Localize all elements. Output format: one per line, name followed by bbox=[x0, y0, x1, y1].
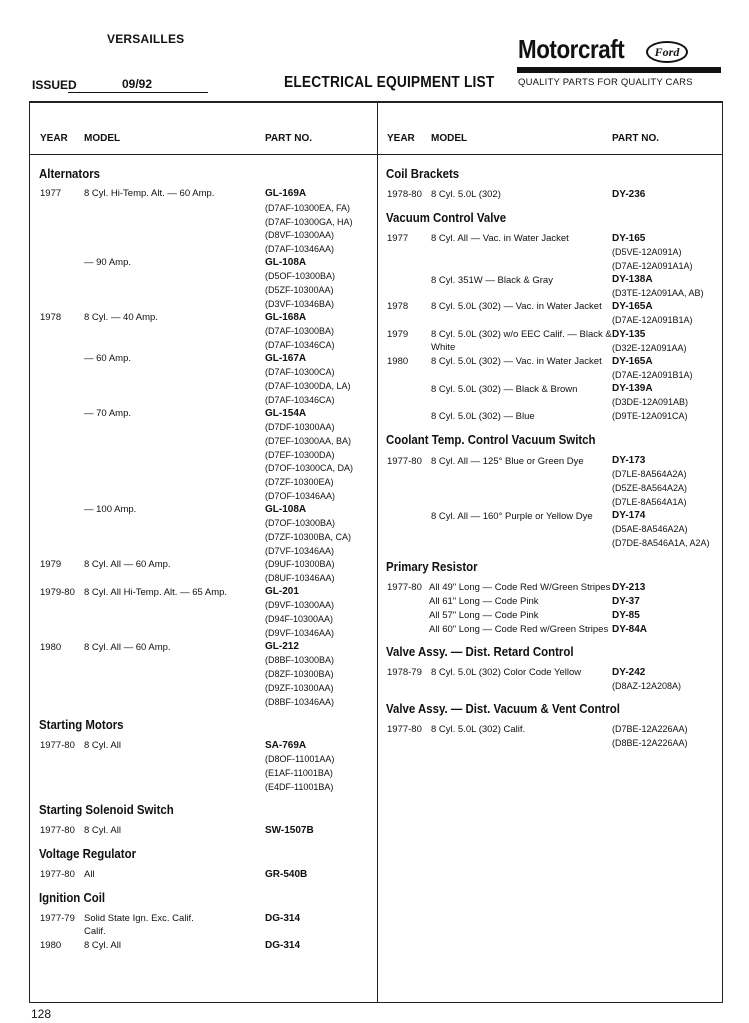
engineering-number: (D5VE-12A091A) bbox=[612, 247, 682, 257]
part-number: GL-201 bbox=[265, 586, 299, 597]
engineering-number: (D5ZF-10300AA) bbox=[265, 285, 334, 295]
entry-model: All 61" Long — Code Pink bbox=[429, 596, 539, 607]
engineering-number: (D94F-10300AA) bbox=[265, 614, 334, 624]
engineering-number: (D7OF-10300CA, DA) bbox=[265, 463, 354, 473]
entry-year: 1977-80 bbox=[40, 869, 75, 880]
entry-model: Solid State Ign. Exc. Calif. bbox=[84, 913, 194, 924]
entry-model-continued: White bbox=[431, 342, 456, 353]
engineering-number: (D9VF-10346AA) bbox=[265, 628, 335, 638]
engineering-number: (D7DE-8A546A1A, A2A) bbox=[612, 538, 710, 548]
section-title: Starting Solenoid Switch bbox=[39, 802, 174, 817]
part-number: GL-108A bbox=[265, 504, 307, 515]
part-number: DY-84A bbox=[612, 624, 648, 635]
engineering-number: (D9VF-10300AA) bbox=[265, 600, 335, 610]
engineering-number: (E1AF-11001BA) bbox=[265, 768, 333, 778]
section-title: Ignition Coil bbox=[39, 890, 106, 905]
part-number: DG-314 bbox=[265, 940, 301, 951]
section-title: Voltage Regulator bbox=[39, 846, 137, 861]
part-number: GL-169A bbox=[265, 188, 307, 199]
entry-model: 8 Cyl. 5.0L (302) — Black & Brown bbox=[431, 384, 578, 395]
part-number: GL-108A bbox=[265, 257, 307, 268]
part-number: GL-154A bbox=[265, 408, 307, 419]
engineering-number: (D9ZF-10300AA) bbox=[265, 683, 334, 693]
entry-model: 8 Cyl. All bbox=[84, 825, 121, 836]
engineering-number: (D7DF-10300AA) bbox=[265, 422, 335, 432]
engineering-number: (D7AE-12A091B1A) bbox=[612, 315, 693, 325]
entry-model: 8 Cyl. All — 60 Amp. bbox=[84, 642, 171, 653]
col-header-part-right: PART NO. bbox=[612, 133, 660, 144]
part-number: DG-314 bbox=[265, 913, 301, 924]
issued-underline bbox=[68, 92, 208, 93]
section-title: Alternators bbox=[39, 166, 101, 181]
issued-label: ISSUED bbox=[32, 78, 77, 92]
section-title: Vacuum Control Valve bbox=[386, 210, 507, 225]
entry-model: 8 Cyl. 351W — Black & Gray bbox=[431, 275, 553, 286]
engineering-number: (D7LE-8A564A1A) bbox=[612, 497, 687, 507]
engineering-number: (D7AF-10346CA) bbox=[265, 395, 335, 405]
part-number: SW-1507B bbox=[265, 825, 314, 836]
engineering-number: (D7AF-10300BA) bbox=[265, 326, 335, 336]
engineering-number: (D9UF-10300BA) bbox=[265, 559, 335, 569]
entry-model: All 49" Long — Code Red W/Green Stripes bbox=[429, 582, 611, 593]
entry-model: 8 Cyl. 5.0L (302) Calif. bbox=[431, 724, 526, 735]
brand-underline-bar bbox=[517, 67, 721, 73]
engineering-number: (D3TE-12A091AA, AB) bbox=[612, 288, 704, 298]
entry-model: 8 Cyl. Hi-Temp. Alt. — 60 Amp. bbox=[84, 188, 215, 199]
section-title: Coolant Temp. Control Vacuum Switch bbox=[386, 432, 596, 447]
entry-year: 1980 bbox=[40, 642, 62, 653]
entry-model: — 100 Amp. bbox=[84, 504, 137, 515]
part-number: GL-167A bbox=[265, 353, 307, 364]
col-header-year-right: YEAR bbox=[387, 133, 415, 144]
col-header-model-right: MODEL bbox=[431, 133, 468, 144]
section-title: Starting Motors bbox=[39, 717, 124, 732]
entry-year: 1979-80 bbox=[40, 587, 75, 598]
engineering-number: (D8AZ-12A208A) bbox=[612, 681, 682, 691]
engineering-number: (D3DE-12A091AB) bbox=[612, 397, 689, 407]
col-header-year-left: YEAR bbox=[40, 133, 68, 144]
entry-model-continued: Calif. bbox=[84, 926, 106, 937]
engineering-number: (D8OF-11001AA) bbox=[265, 754, 335, 764]
entry-model: 8 Cyl. 5.0L (302) — Vac. in Water Jacket bbox=[431, 356, 602, 367]
engineering-number: (D7AF-10300GA, HA) bbox=[265, 217, 353, 227]
part-number: DY-173 bbox=[612, 455, 646, 466]
engineering-number: (D7BE-12A226AA) bbox=[612, 724, 688, 734]
vehicle-model-title: VERSAILLES bbox=[107, 32, 185, 46]
entry-model: All 57" Long — Code Pink bbox=[429, 610, 539, 621]
header-divider bbox=[29, 154, 723, 155]
section-title: Valve Assy. — Dist. Retard Control bbox=[386, 644, 574, 659]
engineering-number: (D5AE-8A546A2A) bbox=[612, 524, 688, 534]
entry-model: 8 Cyl. 5.0L (302) w/o EEC Calif. — Black & bbox=[431, 329, 612, 340]
entry-year: 1977-80 bbox=[387, 582, 422, 593]
engineering-number: (E4DF-11001BA) bbox=[265, 782, 334, 792]
engineering-number: (D7AF-10346CA) bbox=[265, 340, 335, 350]
entry-year: 1977 bbox=[387, 233, 409, 244]
section-title: Valve Assy. — Dist. Vacuum & Vent Control bbox=[386, 701, 620, 716]
document-title: ELECTRICAL EQUIPMENT LIST bbox=[284, 74, 495, 91]
brand-tagline: QUALITY PARTS FOR QUALITY CARS bbox=[518, 77, 693, 88]
engineering-number: (D8UF-10346AA) bbox=[265, 573, 335, 583]
part-number: DY-165A bbox=[612, 356, 653, 367]
entry-model: 8 Cyl. All bbox=[84, 740, 121, 751]
engineering-number: (D5ZE-8A564A2A) bbox=[612, 483, 688, 493]
entry-model: 8 Cyl. 5.0L (302) — Blue bbox=[431, 411, 535, 422]
page-number: 128 bbox=[31, 1007, 52, 1021]
entry-model: — 90 Amp. bbox=[84, 257, 131, 268]
part-number: DY-242 bbox=[612, 667, 646, 678]
issued-date: 09/92 bbox=[122, 77, 153, 91]
part-number: DY-165A bbox=[612, 301, 653, 312]
entry-year: 1978 bbox=[40, 312, 62, 323]
part-number: DY-139A bbox=[612, 383, 653, 394]
motorcraft-logo: Motorcraft bbox=[518, 34, 625, 64]
engineering-number: (D9TE-12A091CA) bbox=[612, 411, 688, 421]
engineering-number: (D7OF-10346AA) bbox=[265, 491, 336, 501]
entry-model: 8 Cyl. All — 160° Purple or Yellow Dye bbox=[431, 511, 593, 522]
part-number: DY-213 bbox=[612, 582, 646, 593]
engineering-number: (D7AF-10300DA, LA) bbox=[265, 381, 351, 391]
entry-year: 1978 bbox=[387, 301, 409, 312]
part-number: DY-165 bbox=[612, 233, 646, 244]
engineering-number: (D7EF-10300DA) bbox=[265, 450, 335, 460]
entry-year: 1977-80 bbox=[40, 825, 75, 836]
entry-year: 1977-80 bbox=[40, 740, 75, 751]
col-header-part-left: PART NO. bbox=[265, 133, 313, 144]
engineering-number: (D8BF-10346AA) bbox=[265, 697, 335, 707]
engineering-number: (D7AF-10300EA, FA) bbox=[265, 203, 351, 213]
part-number: SA-769A bbox=[265, 740, 307, 751]
entry-model: 8 Cyl. All Hi-Temp. Alt. — 65 Amp. bbox=[84, 587, 228, 598]
entry-year: 1977-80 bbox=[387, 724, 422, 735]
entry-model: All 60" Long — Code Red w/Green Stripes bbox=[429, 624, 609, 635]
entry-model: 8 Cyl. All — 125° Blue or Green Dye bbox=[431, 456, 584, 467]
entry-year: 1978-79 bbox=[387, 667, 422, 678]
part-number: GL-168A bbox=[265, 312, 307, 323]
part-number: DY-37 bbox=[612, 596, 640, 607]
engineering-number: (D7OF-10300BA) bbox=[265, 518, 336, 528]
entry-model: 8 Cyl. — 40 Amp. bbox=[84, 312, 158, 323]
entry-year: 1977-80 bbox=[387, 456, 422, 467]
engineering-number: (D8ZF-10300BA) bbox=[265, 669, 334, 679]
ford-oval-logo: Ford bbox=[646, 41, 688, 63]
part-number: DY-138A bbox=[612, 274, 653, 285]
entry-model: — 60 Amp. bbox=[84, 353, 131, 364]
engineering-number: (D7ZF-10300BA, CA) bbox=[265, 532, 352, 542]
section-title: Primary Resistor bbox=[386, 559, 478, 574]
engineering-number: (D8BE-12A226AA) bbox=[612, 738, 688, 748]
engineering-number: (D7LE-8A564A2A) bbox=[612, 469, 687, 479]
part-number: DY-236 bbox=[612, 189, 646, 200]
part-number: DY-174 bbox=[612, 510, 646, 521]
engineering-number: (D7AF-10300CA) bbox=[265, 367, 335, 377]
engineering-number: (D5OF-10300BA) bbox=[265, 271, 336, 281]
entry-model: 8 Cyl. 5.0L (302) — Vac. in Water Jacket bbox=[431, 301, 602, 312]
engineering-number: (D32E-12A091AA) bbox=[612, 343, 687, 353]
part-number: DY-85 bbox=[612, 610, 640, 621]
col-header-model-left: MODEL bbox=[84, 133, 121, 144]
entry-model: 8 Cyl. All bbox=[84, 940, 121, 951]
part-number: GR-540B bbox=[265, 869, 308, 880]
engineering-number: (D7AE-12A091A1A) bbox=[612, 261, 693, 271]
entry-year: 1977-79 bbox=[40, 913, 75, 924]
engineering-number: (D7EF-10300AA, BA) bbox=[265, 436, 352, 446]
section-title: Coil Brackets bbox=[386, 166, 460, 181]
engineering-number: (D8VF-10300AA) bbox=[265, 230, 335, 240]
part-number: GL-212 bbox=[265, 641, 299, 652]
engineering-number: (D7VF-10346AA) bbox=[265, 546, 335, 556]
entry-year: 1977 bbox=[40, 188, 62, 199]
entry-model: 8 Cyl. 5.0L (302) bbox=[431, 189, 501, 200]
entry-model: 8 Cyl. All — Vac. in Water Jacket bbox=[431, 233, 569, 244]
engineering-number: (D7AE-12A091B1A) bbox=[612, 370, 693, 380]
entry-model: — 70 Amp. bbox=[84, 408, 131, 419]
engineering-number: (D7AF-10346AA) bbox=[265, 244, 335, 254]
entry-year: 1979 bbox=[387, 329, 409, 340]
engineering-number: (D3VF-10346BA) bbox=[265, 299, 335, 309]
entry-year: 1980 bbox=[40, 940, 62, 951]
entry-year: 1978-80 bbox=[387, 189, 422, 200]
engineering-number: (D7ZF-10300EA) bbox=[265, 477, 334, 487]
entry-model: 8 Cyl. All — 60 Amp. bbox=[84, 559, 171, 570]
entry-year: 1980 bbox=[387, 356, 409, 367]
part-number: DY-135 bbox=[612, 329, 646, 340]
engineering-number: (D8BF-10300BA) bbox=[265, 655, 335, 665]
entry-model: All bbox=[84, 869, 95, 880]
entry-year: 1979 bbox=[40, 559, 62, 570]
entry-model: 8 Cyl. 5.0L (302) Color Code Yellow bbox=[431, 667, 582, 678]
column-divider bbox=[377, 101, 378, 1003]
